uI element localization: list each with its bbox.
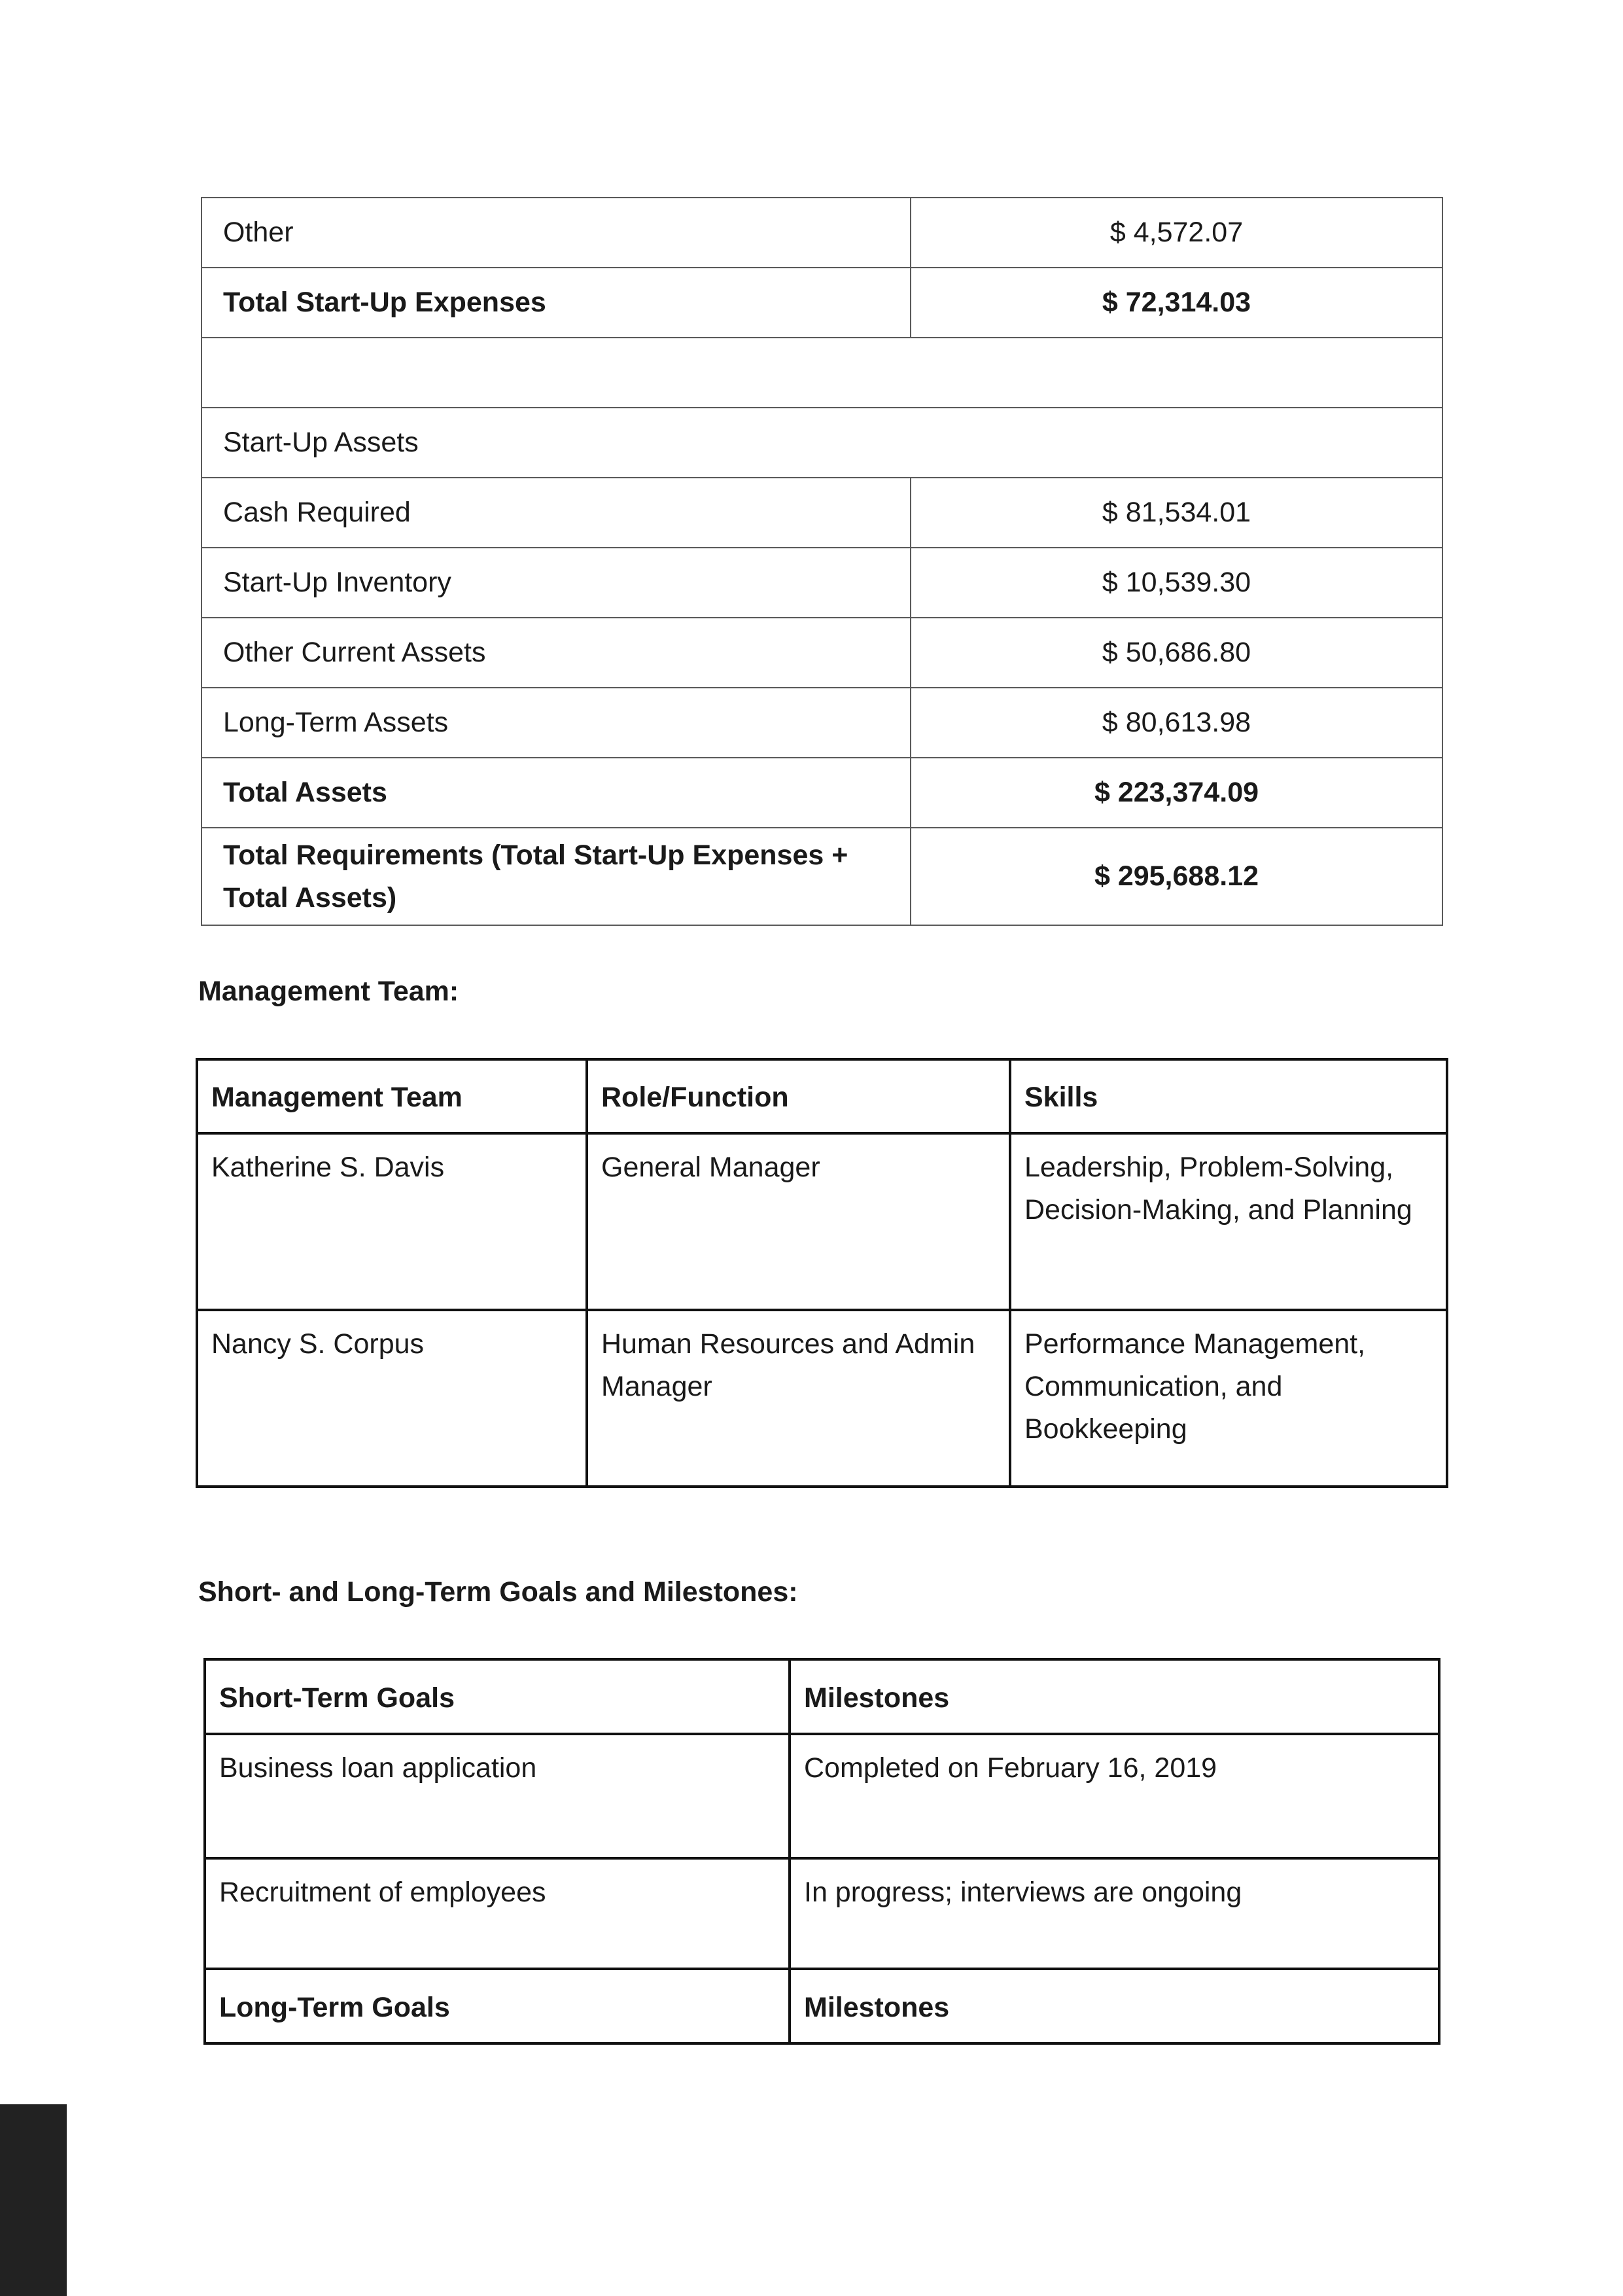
member-role: General Manager: [587, 1133, 1010, 1310]
table-header-row: [205, 1659, 1439, 1734]
goals-table: [203, 1658, 1440, 2045]
table-header-row: [197, 1059, 1447, 1133]
empty-cell: [201, 338, 1442, 408]
member-name: Katherine S. Davis: [197, 1133, 587, 1310]
side-tab: [0, 2104, 67, 2296]
member-skills: Performance Management, Communication, and Bookkeeping: [1010, 1310, 1447, 1487]
table-row: [201, 408, 1442, 478]
row-label: Long-Term Assets: [201, 688, 911, 758]
section-heading-goals: Short- and Long-Term Goals and Milestones:: [198, 1576, 798, 1608]
row-label: Total Start-Up Expenses: [201, 268, 911, 338]
table-row: [201, 828, 1442, 925]
milestone-cell: Completed on February 16, 2019: [790, 1734, 1439, 1858]
table-row: [201, 548, 1442, 618]
table-row: [201, 198, 1442, 268]
milestone-cell: In progress; interviews are ongoing: [790, 1858, 1439, 1969]
startup-table: [201, 197, 1443, 926]
table-row: [205, 1858, 1439, 1969]
management-table: [196, 1058, 1448, 1488]
table-row: [201, 688, 1442, 758]
column-header: Long-Term Goals: [205, 1969, 790, 2043]
column-header: Role/Function: [587, 1059, 1010, 1133]
section-label: Start-Up Assets: [201, 408, 1442, 478]
row-label: Total Assets: [201, 758, 911, 828]
table-row: [197, 1310, 1447, 1487]
table-row-empty: [201, 338, 1442, 408]
member-name: Nancy S. Corpus: [197, 1310, 587, 1487]
row-label: Other: [201, 198, 911, 268]
section-heading-management: Management Team:: [198, 976, 459, 1007]
table-row: [201, 268, 1442, 338]
row-value: $ 295,688.12: [911, 828, 1442, 925]
table-row: [197, 1133, 1447, 1310]
row-label: Total Requirements (Total Start-Up Expenses + Total Assets): [201, 828, 911, 925]
row-value: $ 81,534.01: [911, 478, 1442, 548]
row-value: $ 10,539.30: [911, 548, 1442, 618]
table-row: [205, 1734, 1439, 1858]
column-header: Management Team: [197, 1059, 587, 1133]
table-row: [201, 618, 1442, 688]
row-value: $ 4,572.07: [911, 198, 1442, 268]
column-header: Milestones: [790, 1969, 1439, 2043]
goal-cell: Business loan application: [205, 1734, 790, 1858]
row-label: Cash Required: [201, 478, 911, 548]
goal-cell: Recruitment of employees: [205, 1858, 790, 1969]
row-label: Start-Up Inventory: [201, 548, 911, 618]
row-label: Other Current Assets: [201, 618, 911, 688]
table-header-row: [205, 1969, 1439, 2043]
table-row: [201, 478, 1442, 548]
column-header: Short-Term Goals: [205, 1659, 790, 1734]
member-skills: Leadership, Problem-Solving, Decision-Making, and Planning: [1010, 1133, 1447, 1310]
row-value: $ 72,314.03: [911, 268, 1442, 338]
member-role: Human Resources and Admin Manager: [587, 1310, 1010, 1487]
column-header: Skills: [1010, 1059, 1447, 1133]
row-value: $ 223,374.09: [911, 758, 1442, 828]
column-header: Milestones: [790, 1659, 1439, 1734]
table-row: [201, 758, 1442, 828]
row-value: $ 50,686.80: [911, 618, 1442, 688]
row-value: $ 80,613.98: [911, 688, 1442, 758]
